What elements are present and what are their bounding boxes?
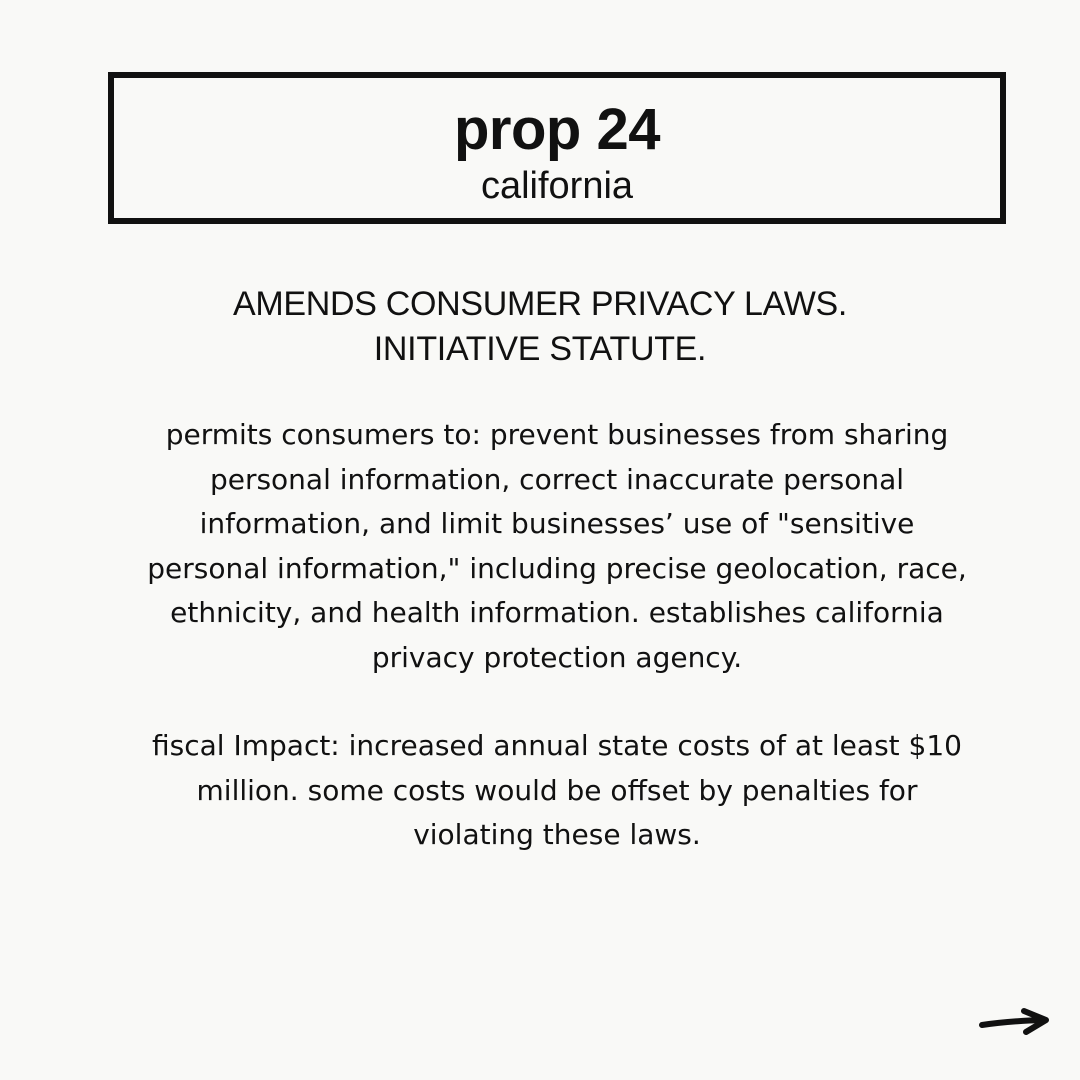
title-box [108, 72, 1006, 224]
summary-line: ethnicity, and health information. establishes california [170, 596, 944, 629]
summary-line: personal information, correct inaccurate personal [209, 462, 905, 496]
fiscal-paragraph [80, 724, 1034, 858]
summary-line: privacy protection agency. [371, 640, 743, 674]
summary-line: information, and limit businesses’ use of "sensitive [199, 507, 915, 540]
fiscal-line: million. some costs would be offset by penalties for [196, 773, 918, 807]
arrow-right-icon[interactable] [978, 1004, 1054, 1044]
summary-paragraph [80, 413, 1034, 680]
heading-line: AMENDS CONSUMER PRIVACY LAWS. [232, 285, 848, 323]
fiscal-line: fiscal Impact: increased annual state costs of at least $10 [152, 729, 962, 762]
page-title: prop 24 [454, 97, 660, 162]
fiscal-line: violating these laws. [413, 818, 701, 851]
page-subtitle: california [480, 165, 634, 207]
heading-line: INITIATIVE STATUTE. [373, 330, 707, 368]
measure-heading [90, 282, 990, 372]
summary-line: personal information," including precise geolocation, race, [147, 551, 967, 585]
summary-line: permits consumers to: prevent businesses from sharing [165, 418, 949, 451]
